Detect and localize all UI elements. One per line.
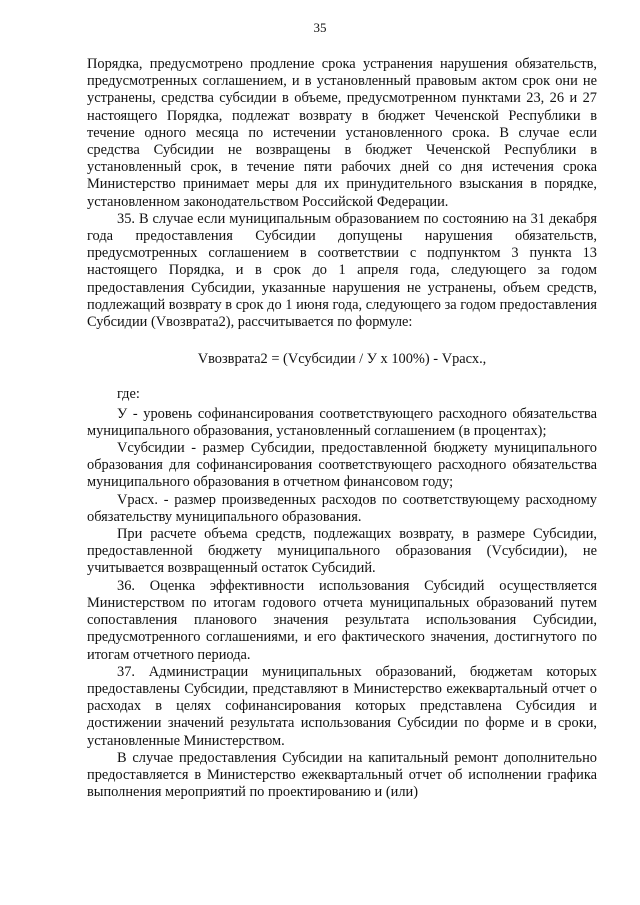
- document-body: [87, 56, 597, 801]
- definition-vrash: Vрасх. - размер произведенных расходов по соответствующему расходному обязательству муниципального образования.: [87, 491, 597, 525]
- paragraph-35: 35. В случае если муниципальным образованием по состоянию на 31 декабря года предоставления Субсидии допущены нарушения обязательств, предусмотренных соглашением в соответствии с подпунктом 3 пункта 13 настоящего Порядка, и в срок до 1 апреля года, следующего за годом предоставления Субсидии, указанные нарушения не устранены, объем средств, подлежащий возврату в срок до 1 июня года, следующего за годом предоставления Субсидии (Vвозврата2), рассчитывается по формуле:: [87, 210, 597, 331]
- formula-where: где:: [117, 386, 140, 403]
- formula-return-volume: Vвозврата2 = (Vсубсидии / У х 100%) - Vрасх.,: [197, 351, 487, 368]
- paragraph-calculation-note: При расчете объема средств, подлежащих возврату, в размере Субсидии, предоставленной бюджету муниципального образования (Vсубсидии), не учитывается возвращенный остаток Субсидий.: [87, 526, 597, 577]
- page-number: 35: [313, 20, 327, 35]
- paragraph-37: 37. Администрации муниципальных образований, бюджетам которых предоставлены Субсидии, представляют в Министерство ежеквартальный отчет о расходах в целях софинансирования которых представлена Субсидия и достижении значений результата использования Субсидии по форме и в сроки, установленные Министерством.: [87, 663, 597, 749]
- paragraph-capital-repair: В случае предоставления Субсидии на капитальный ремонт дополнительно предоставляется в Министерство ежеквартальный отчет об исполнении графика выполнения мероприятий по проектированию и (или): [87, 749, 597, 801]
- paragraph-36: 36. Оценка эффективности использования Субсидий осуществляется Министерством по итогам годового отчета муниципальных образований путем сопоставления планового значения результата использования Субсидии, предусмотренного соглашениями, и его фактического значения, достигнутого по итогам отчетного периода.: [87, 577, 597, 663]
- definition-u: У - уровень софинансирования соответствующего расходного обязательства муниципального образования, установленный соглашением (в процентах);: [87, 405, 597, 439]
- paragraph-continuation: Порядка, предусмотрено продление срока устранения нарушения обязательств, предусмотренных соглашением, и в установленный правовым актом срок они не устранены, средства субсидии в объеме, предусмотренном пунктами 23, 26 и 27 настоящего Порядка, подлежат возврату в бюджет Чеченской Республики в течение одного месяца по истечении установленного срока. В случае если средства Субсидии не возвращены в бюджет Чеченской Республики в установленный срок, в течение пяти рабочих дней со дня истечения срока Министерство принимает меры для их принудительного взыскания в порядке, установленном законодательством Российской Федерации.: [87, 56, 597, 210]
- definition-vsubsidii: Vсубсидии - размер Субсидии, предоставленной бюджету муниципального образования для софинансирования соответствующего расходного обязательства муниципального образования в отчетном финансовом году;: [87, 440, 597, 491]
